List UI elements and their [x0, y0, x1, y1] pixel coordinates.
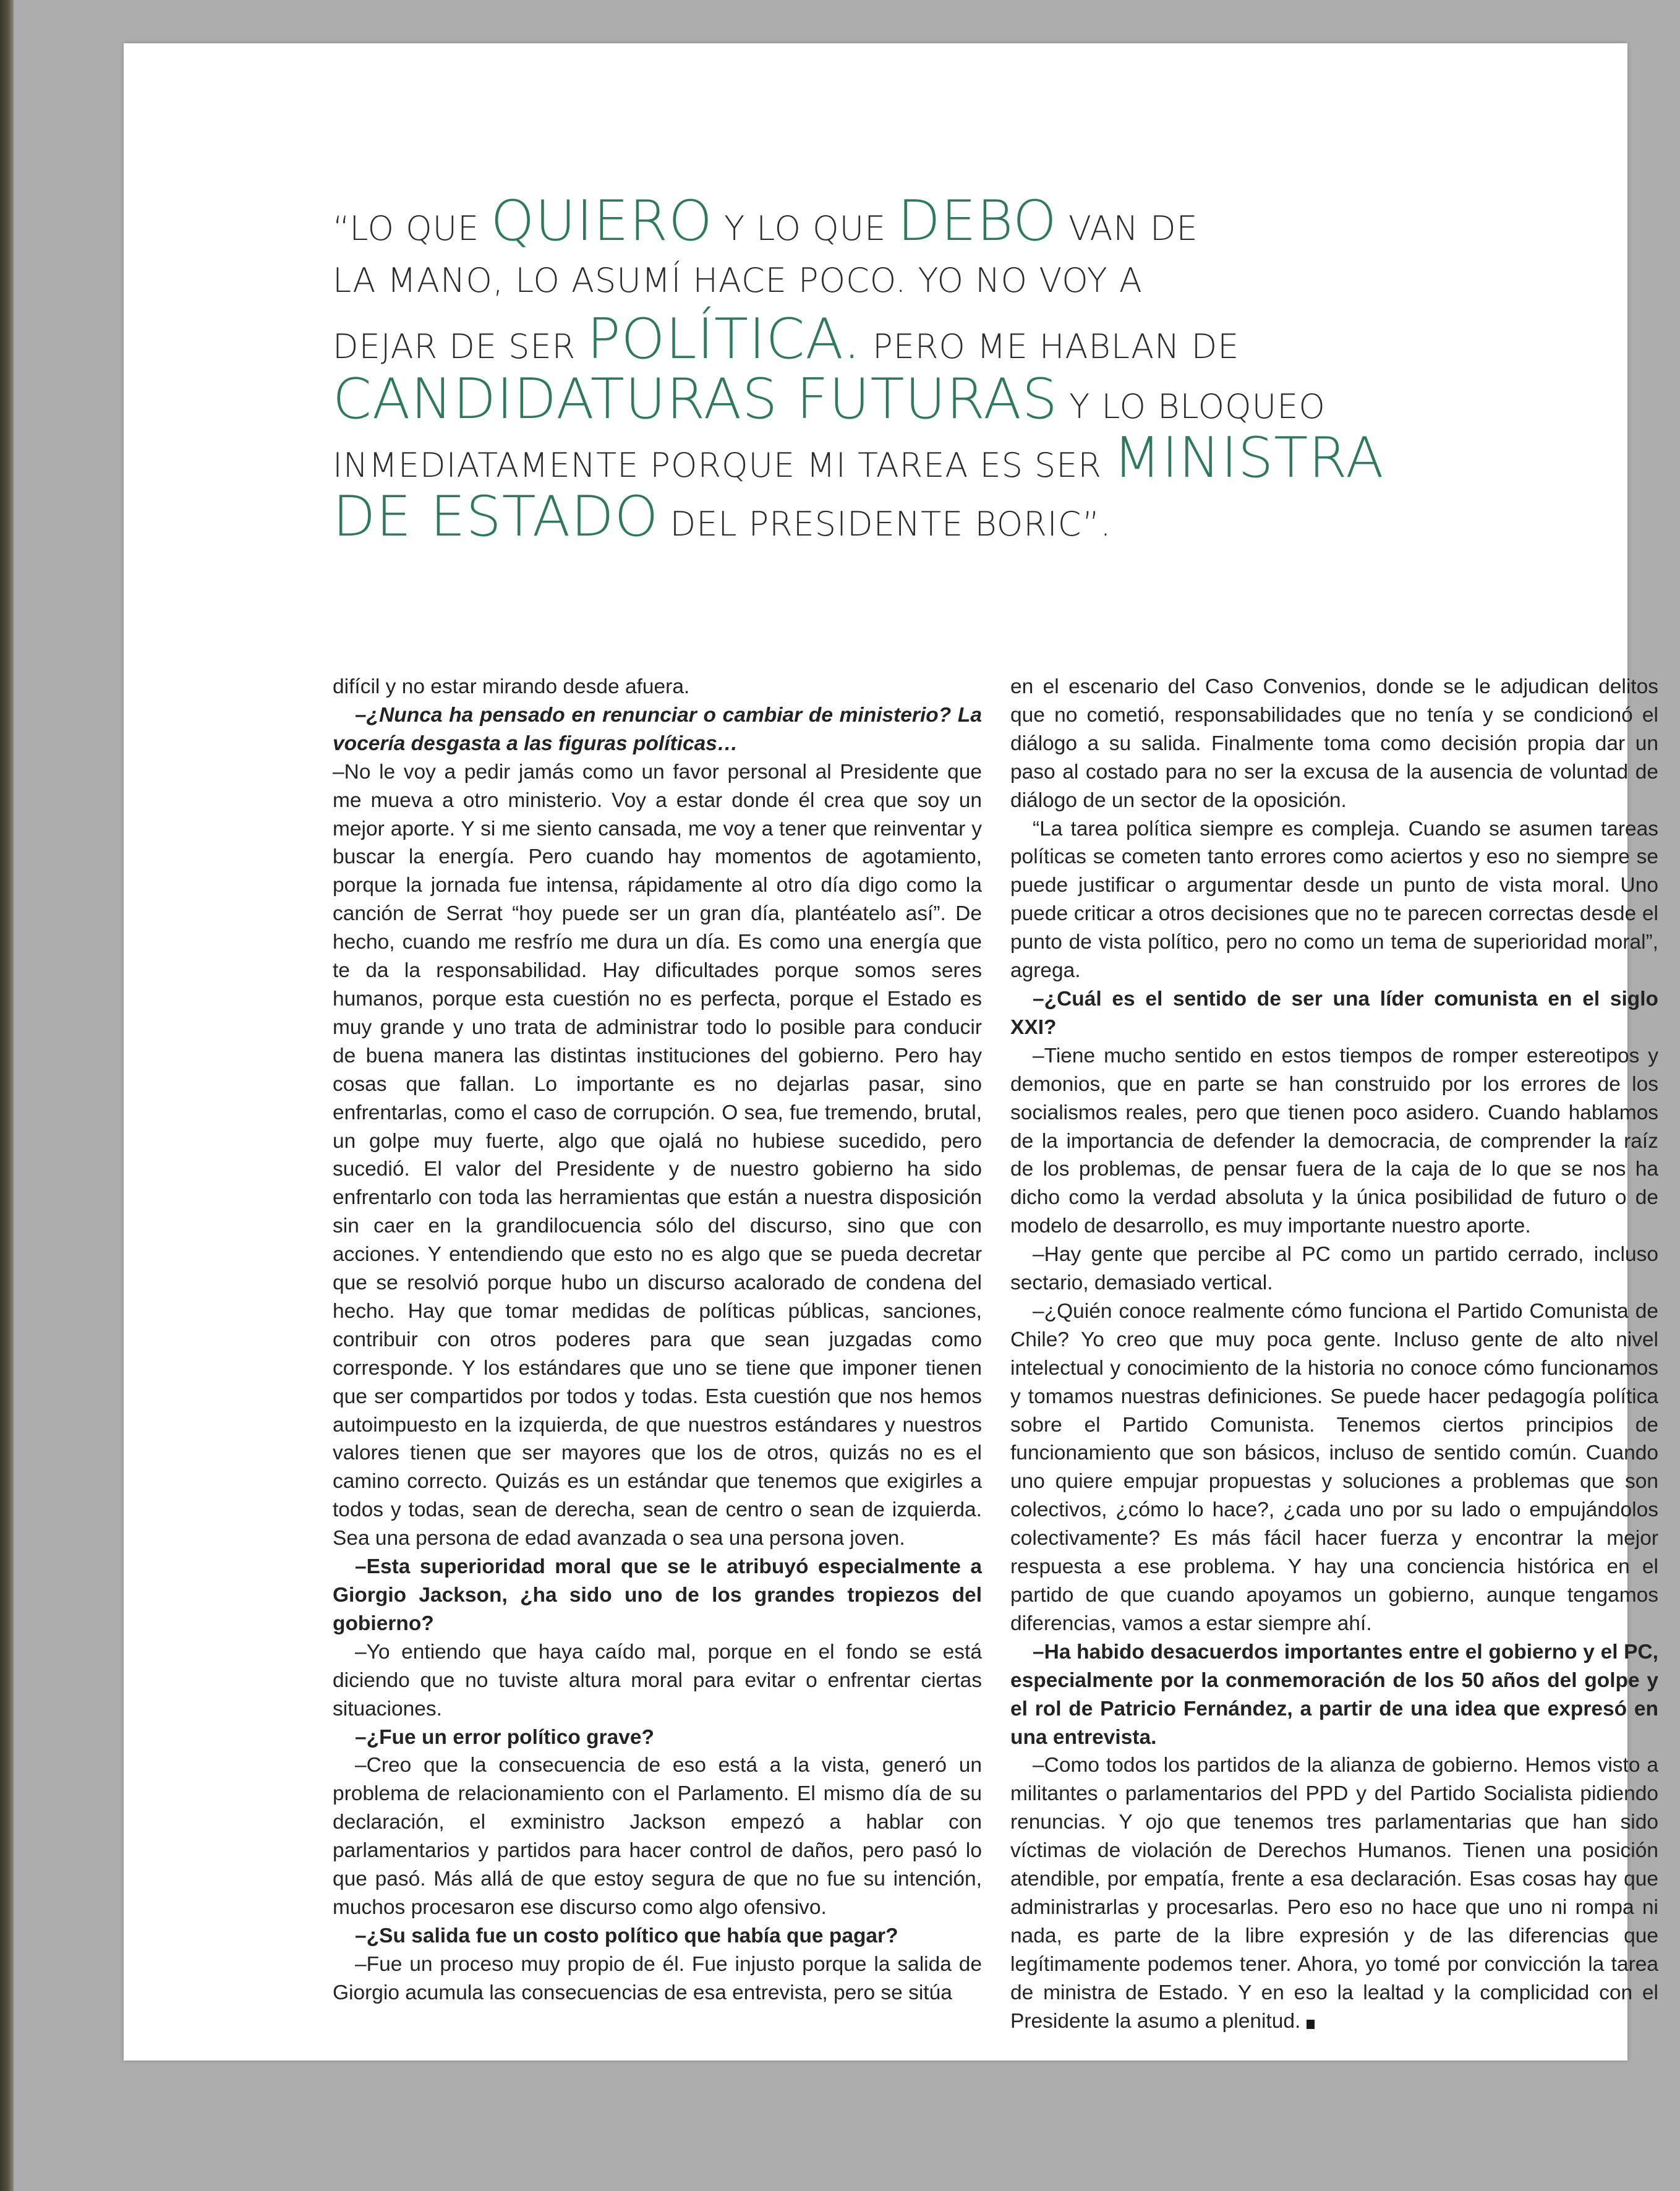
- pull-quote-line-2: LA MANO, LO ASUMÍ HACE POCO. YO NO VOY A: [333, 261, 1143, 300]
- pull-quote: [333, 189, 1458, 549]
- interview-question: –¿Nunca ha pensado en renunciar o cambiar de ministerio? La vocería desgasta a las figuras políticas…: [333, 703, 982, 755]
- pull-quote-line-5: INMEDIATAMENTE PORQUE MI TAREA ES SER MINISTRA: [333, 425, 1384, 490]
- article-column-left: [333, 673, 982, 2007]
- interview-answer: –Fue un proceso muy propio de él. Fue injusto porque la salida de Giorgio acumula las consecuencias de esa entrevista, pero se sitúa: [333, 1952, 982, 2004]
- closing-paragraph-text: –Como todos los partidos de la alianza de gobierno. Hemos visto a militantes o parlamentarios del PPD y del Partido Socialista pidiendo renuncias. Y ojo que tenemos tres parlamentarias que han sido víctimas de violación de Derechos Humanos. Tienen una posición atendible, por empatía, frente a esa declaración. Esas cosas hay que administrarlas y procesarlas. Pero eso no hace que uno ni rompa ni nada, es parte de la libre expresión y de las diferencias que legítimamente podemos tener. Ahora, yo tomé por convicción la tarea de ministra de Estado. Y en eso la lealtad y la complicidad con el Presidente la asumo a plenitud.: [1010, 1754, 1658, 2033]
- left-edge-strip: [0, 0, 14, 2191]
- interview-answer: –Yo entiendo que haya caído mal, porque en el fondo se está diciendo que no tuviste altura moral para evitar o enfrentar ciertas situaciones.: [333, 1640, 982, 1720]
- highlight-candidaturas: CANDIDATURAS FUTURAS: [333, 367, 1058, 432]
- pull-quote-line-3: DEJAR DE SER POLÍTICA. PERO ME HABLAN DE: [333, 307, 1240, 372]
- pull-quote-line-6: DE ESTADO DEL PRESIDENTE BORIC”.: [333, 484, 1112, 549]
- interview-answer: –Tiene mucho sentido en estos tiempos de romper estereotipos y demonios, que en parte se han construido por los errores de los socialismos reales, pero que tienen poco asidero. Cuando hablamos de la importancia de defender la democracia, de comprender la raíz de los problemas, de pensar fuera de la caja de lo que se nos ha dicho como la verdad absoluta y la única posibilidad de futuro o de modelo de desarrollo, es muy importante nuestro aporte.: [1010, 1044, 1658, 1238]
- interview-question: –¿Fue un error político grave?: [355, 1725, 654, 1749]
- paragraph: difícil y no estar mirando desde afuera.: [333, 675, 690, 698]
- paragraph: “La tarea política siempre es compleja. Cuando se asumen tareas políticas se cometen tanto errores como aciertos y eso no siempre se puede justificar o argumentar desde un punto de vista moral. Uno puede criticar a otros decisiones que no te parecen correctas desde el punto de vista político, pero no como un tema de superioridad moral”, agrega.: [1010, 817, 1658, 983]
- interview-answer: –Hay gente que percibe al PC como un partido cerrado, incluso sectario, demasiado vertical.: [1010, 1243, 1658, 1295]
- interview-question: –¿Su salida fue un costo político que había que pagar?: [355, 1924, 898, 1947]
- pull-quote-line-1: “LO QUE QUIERO Y LO QUE DEBO VAN DE: [333, 189, 1198, 254]
- highlight-debo: DEBO: [897, 189, 1057, 254]
- interview-answer: –¿Quién conoce realmente cómo funciona el Partido Comunista de Chile? Yo creo que muy poca gente. Incluso gente de alto nivel intelectual y conocimiento de la historia no conoce cómo funcionamos y tomamos nuestras definiciones. Se puede hacer pedagogía política sobre el Partido Comunista. Tenemos ciertos principios de funcionamiento que son básicos, incluso de sentido común. Cuando uno quiere empujar propuestas y soluciones a problemas que son colectivos, ¿cómo lo hace?, ¿cada uno por su lado o empujándolos colectivamente? Es más fácil hacer fuerza y encontrar la mejor respuesta a ese problema. Y hay una conciencia histórica en el partido de que cuando apoyamos un gobierno, aunque tengamos diferencias, vamos a estar siempre ahí.: [1010, 1299, 1658, 1635]
- interview-answer: [1010, 1751, 1658, 2035]
- highlight-ministra: MINISTRA: [1113, 425, 1384, 490]
- interview-question: –Esta superioridad moral que se le atribuyó especialmente a Giorgio Jackson, ¿ha sido uno de los grandes tropiezos del gobierno?: [333, 1555, 982, 1635]
- pull-quote-line-4: CANDIDATURAS FUTURAS Y LO BLOQUEO: [333, 367, 1326, 432]
- highlight-quiero: QUIERO: [490, 189, 713, 254]
- interview-question: –Ha habido desacuerdos importantes entre el gobierno y el PC, especialmente por la conmemoración de los 50 años del golpe y el rol de Patricio Fernández, a partir de una idea que expresó en una entrevista.: [1010, 1640, 1658, 1749]
- article-column-right: [1010, 673, 1658, 2036]
- paragraph: –No le voy a pedir jamás como un favor personal al Presidente que me mueva a otro ministerio. Voy a estar donde él crea que soy un mejor aporte. Y si me siento cansada, me voy a tener que reinventar y buscar la energía. Pero cuando hay momentos de agotamiento, porque la jornada fue intensa, rápidamente al otro día digo como la canción de Serrat “hoy puede ser un gran día, plantéatelo así”. De hecho, cuando me resfrío me dura un día. Es como una energía que te da la responsabilidad. Hay dificultades porque somos seres humanos, porque esta cuestión no es perfecta, porque el Estado es muy grande y uno trata de administrar todo lo posible para conducir de buena manera las distintas instituciones del gobierno. Pero hay cosas que fallan. Lo importante es no dejarlas pasar, sino enfrentarlas, como el caso de corrupción. O sea, fue tremendo, brutal, un golpe muy fuerte, algo que ojalá no hubiese sucedido, pero sucedió. El valor del Presidente y de nuestro gobierno ha sido enfrentarlo con toda las herramientas que están a nuestra disposición sin caer en la grandilocuencia sólo del discurso, sino que con acciones. Y entendiendo que esto no es algo que se pueda decretar que se resolvió porque hubo un discurso acalorado de condena del hecho. Hay que tomar medidas de políticas públicas, sanciones, contribuir con otros poderes para que sean juzgadas como corresponde. Y los estándares que uno se tiene que imponer tienen que ser compartidos por todos y todas. Esta cuestión que nos hemos autoimpuesto en la izquierda, de que nuestros estándares y nuestros valores tienen que ser mayores que los de otros, quizás no es el camino correcto. Quizás es un estándar que tenemos que exigirles a todos y todas, sean de derecha, sean de centro o sean de izquierda. Sea una persona de edad avanzada o sea una persona joven.: [333, 760, 982, 1550]
- highlight-politica: POLÍTICA.: [587, 307, 862, 372]
- interview-question: –¿Cuál es el sentido de ser una líder comunista en el siglo XXI?: [1010, 987, 1658, 1039]
- highlight-de-estado: DE ESTADO: [333, 484, 659, 549]
- interview-answer: –Creo que la consecuencia de eso está a la vista, generó un problema de relacionamiento con el Parlamento. El mismo día de su declaración, el exministro Jackson empezó a hablar con parlamentarios y partidos para hacer control de daños, pero pasó lo que pasó. Más allá de que estoy segura de que no fue su intención, muchos procesaron ese discurso como algo ofensivo.: [333, 1754, 982, 1919]
- magazine-page: [124, 43, 1658, 2061]
- paragraph: en el escenario del Caso Convenios, donde se le adjudican delitos que no cometió, responsabilidades que no tenía y se condicionó el diálogo a su salida. Finalmente toma como decisión propia dar un paso al costado para no ser la excusa de la ausencia de voluntad de diálogo de un sector de la oposición.: [1010, 675, 1658, 812]
- end-of-article-mark: [1307, 2020, 1315, 2029]
